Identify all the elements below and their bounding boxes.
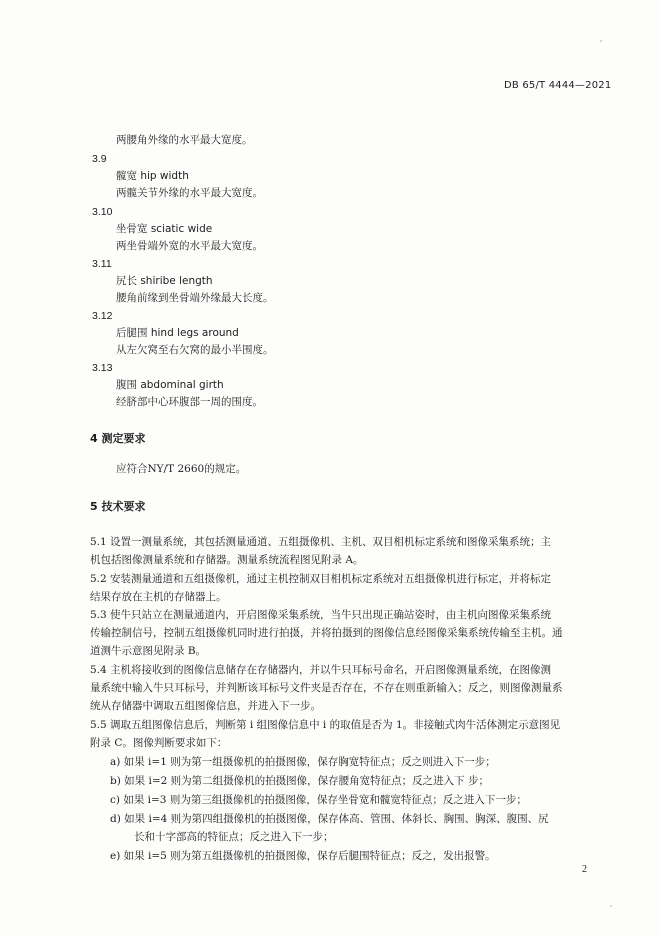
definition-text: 从左欠窝至右欠窝的最小半围度。 [116, 344, 274, 356]
paragraph-text: 传输控制信号，控制五组摄像机同时进行拍摄，并将拍摄到的图像信息经图像采集系统传输至主机。通 [90, 627, 563, 639]
list-item: b) 如果 i=2 则为第二组摄像机的拍摄图像，保存腰角宽特征点；反之进入下 步； [110, 775, 490, 787]
paragraph-text: 5.1 设置一测量系统，其包括测量通道、五组摄像机、主机、双目相机标定系统和图像采集系统；主 [90, 536, 552, 548]
paragraph-text: 附录 C。图像判断要求如下： [90, 737, 228, 749]
paragraph-text: 道测牛示意图见附录 B。 [90, 645, 207, 657]
scan-speck [610, 905, 612, 907]
term-title: 坐骨宽 sciatic wide [116, 223, 213, 235]
term-title: 尻长 shiribe length [116, 275, 213, 287]
paragraph-text: 5.2 安装测量通道和五组摄像机，通过主机控制双目相机标定系统对五组摄像机进行标定，并将标定 [90, 573, 552, 585]
list-item: 长和十字部高的特征点；反之进入下一步； [134, 831, 334, 843]
paragraph-text: 5.3 使牛只站立在测量通道内，开启图像采集系统，当牛只出现正确站姿时，由主机向图像采集系统 [90, 609, 552, 621]
clause-number: 3.13 [92, 362, 113, 374]
term-title: 后腿围 hind legs around [116, 327, 239, 339]
definition-text: 两坐骨端外宽的水平最大宽度。 [116, 240, 263, 252]
paragraph-text: 结果存放在主机的存储器上。 [90, 591, 227, 603]
definition-text: 两腰角外缘的水平最大宽度。 [116, 134, 253, 146]
paragraph-text: 机包括图像测量系统和存储器。测量系统流程图见附录 A。 [90, 554, 364, 566]
scan-speck [600, 40, 602, 42]
list-item: a) 如果 i=1 则为第一组摄像机的拍摄图像，保存胸宽特征点；反之则进入下一步； [110, 756, 496, 768]
list-item: e) 如果 i=5 则为第五组摄像机的拍摄图像，保存后腿围特征点；反之，发出报警。 [110, 850, 496, 862]
definition-text: 经脐部中心环腹部一周的围度。 [116, 396, 263, 408]
definition-text: 两髋关节外缘的水平最大宽度。 [116, 187, 263, 199]
clause-number: 3.11 [92, 258, 112, 270]
list-item: c) 如果 i=3 则为第三组摄像机的拍摄图像，保存坐骨宽和髋宽特征点；反之进入下一步； [110, 794, 527, 806]
section-heading-4: 4 测定要求 [90, 432, 146, 445]
paragraph-text: 5.4 主机将接收到的图像信息储存在存储器内，并以牛只耳标号命名，开启图像测量系统，在图像测 [90, 664, 552, 676]
document-code: DB 65/T 4444—2021 [504, 80, 612, 91]
paragraph-text: 应符合NY/T 2660的规定。 [116, 463, 247, 475]
section-heading-5: 5 技术要求 [90, 500, 146, 513]
clause-number: 3.9 [92, 153, 107, 165]
paragraph-text: 5.5 调取五组图像信息后，判断第 i 组图像信息中 i 的取值是否为 1。非接触式肉牛活体测定示意图见 [90, 719, 561, 731]
clause-number: 3.10 [92, 206, 113, 218]
clause-number: 3.12 [92, 310, 113, 322]
paragraph-text: 统从存储器中调取五组图像信息，并进入下一步。 [90, 700, 321, 712]
term-title: 髋宽 hip width [116, 170, 189, 182]
list-item: d) 如果 i=4 则为第四组摄像机的拍摄图像，保存体高、管围、体斜长、胸围、胸深、腹围、尻 [110, 813, 549, 825]
definition-text: 腰角前缘到坐骨端外缘最大长度。 [116, 292, 274, 304]
page-number: 2 [582, 864, 587, 875]
term-title: 腹围 abdominal girth [116, 379, 224, 391]
paragraph-text: 量系统中输入牛只耳标号，并判断该耳标号文件夹是否存在，不存在则重新输入；反之，则图像测量系 [90, 682, 563, 694]
